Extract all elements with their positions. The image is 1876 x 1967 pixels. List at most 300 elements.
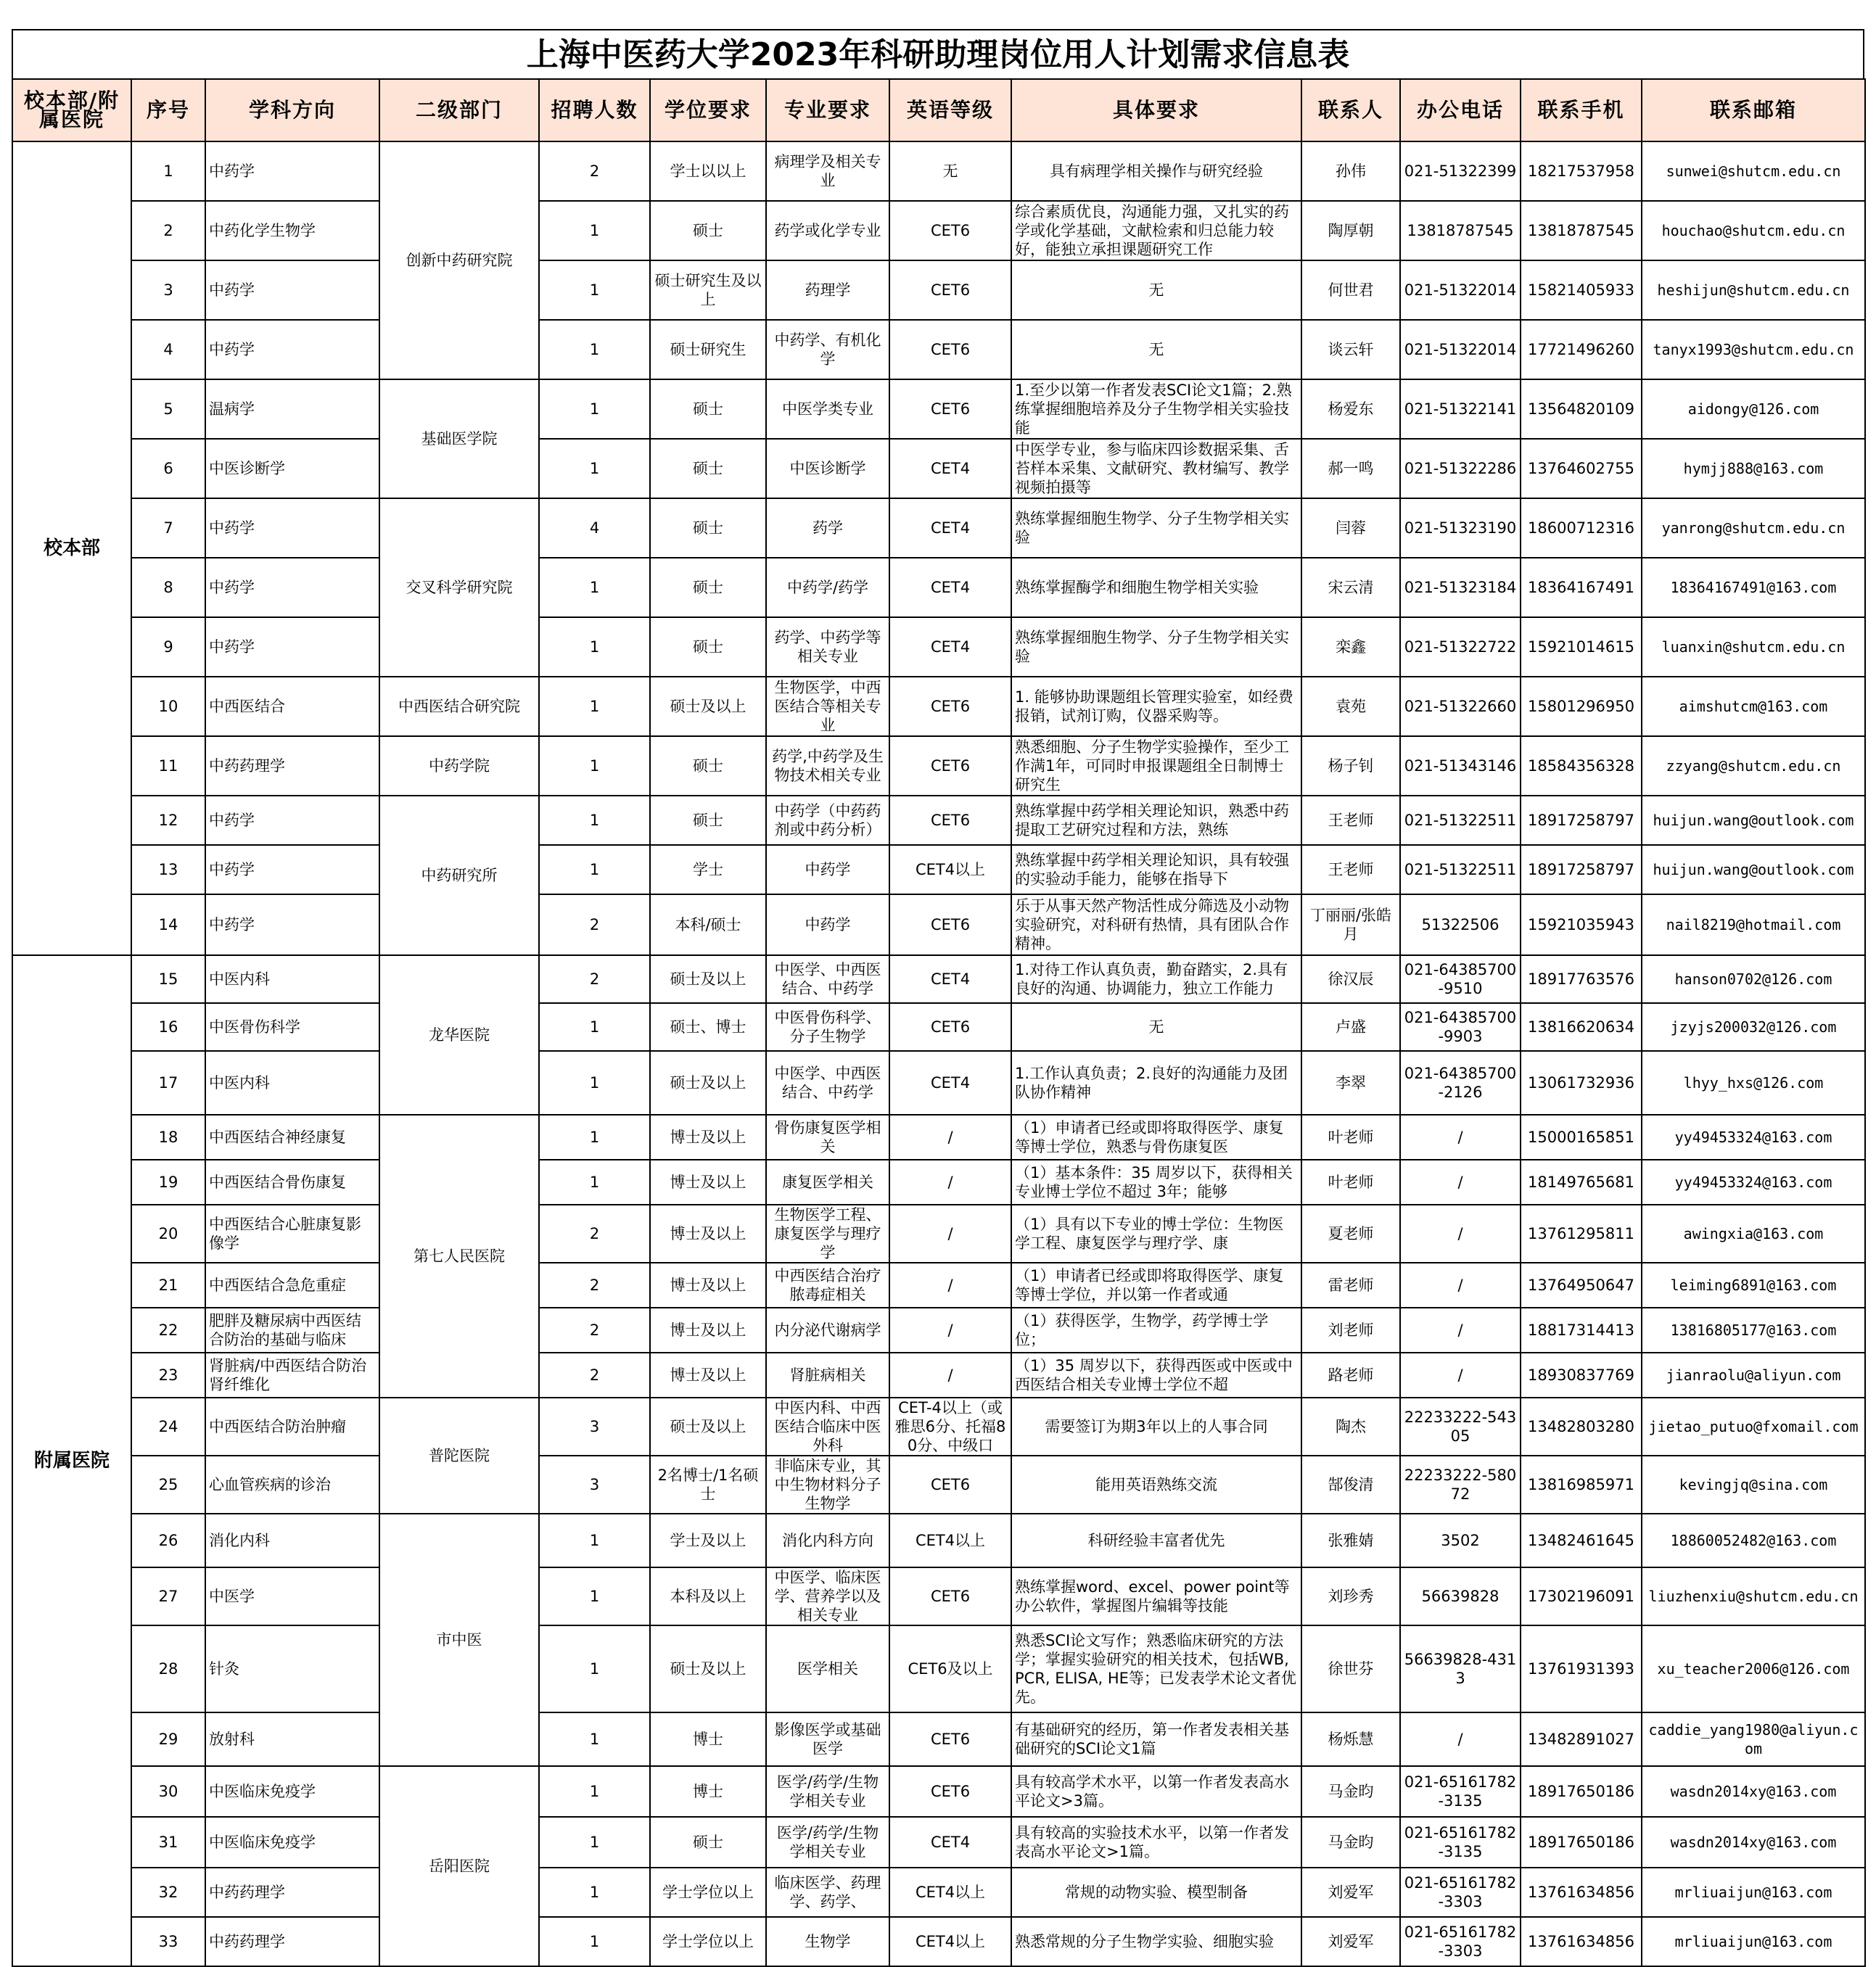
subject-cell: 中药学	[205, 260, 379, 320]
email-cell: mrliuaijun@163.com	[1642, 1917, 1865, 1966]
row-number: 29	[131, 1712, 205, 1766]
mobile-cell: 18917258797	[1521, 845, 1642, 894]
table-row	[12, 617, 1865, 677]
table-row	[12, 1817, 1865, 1868]
major-text: 中药学	[805, 861, 851, 878]
degree-cell: 硕士研究生	[650, 320, 766, 379]
subject-cell: 中医学	[205, 1567, 379, 1625]
email-cell: kevingjq@sina.com	[1642, 1456, 1865, 1514]
headcount-cell: 3	[539, 1456, 650, 1514]
mobile-cell: 13761931393	[1521, 1625, 1642, 1712]
requirement-text: （1）具有以下专业的博士学位：生物医学工程、康复医学与理疗学、康	[1015, 1216, 1284, 1252]
headcount-cell: 1	[539, 1712, 650, 1766]
degree-cell: 博士及以上	[650, 1263, 766, 1308]
table-row	[12, 379, 1865, 439]
contact-cell: 叶老师	[1301, 1115, 1400, 1160]
english-level-cell	[889, 1514, 1011, 1567]
headcount-cell: 1	[539, 1766, 650, 1817]
english-level-text: /	[947, 1129, 953, 1146]
english-level-cell	[889, 1398, 1011, 1456]
subject-cell: 中药学	[205, 845, 379, 894]
table-row	[12, 1115, 1865, 1160]
requirement-text: 乐于从事天然产物活性成分筛选及小动物实验研究，对科研有热情，具有团队合作精神。	[1015, 897, 1289, 952]
requirement-cell	[1011, 379, 1301, 439]
row-number: 12	[131, 796, 205, 845]
subject-cell: 中药学	[205, 796, 379, 845]
degree-cell: 博士及以上	[650, 1205, 766, 1263]
major-text: 内分泌代谢病学	[774, 1321, 881, 1339]
requirement-text: （1）获得医学，生物学，药学博士学位；	[1015, 1312, 1269, 1348]
requirement-text: 具有病理学相关操作与研究经验	[1050, 162, 1263, 180]
degree-cell: 学士以以上	[650, 141, 766, 201]
header-cell: 办公电话	[1400, 79, 1521, 141]
headcount-cell: 1	[539, 201, 650, 260]
mobile-cell: 18817314413	[1521, 1308, 1642, 1353]
email-cell: xu_teacher2006@126.com	[1642, 1625, 1865, 1712]
major-text: 中药学、有机化学	[774, 331, 881, 368]
mobile-cell: 13761634856	[1521, 1917, 1642, 1966]
major-cell	[766, 1115, 889, 1160]
degree-cell: 硕士及以上	[650, 1398, 766, 1456]
degree-cell: 博士及以上	[650, 1308, 766, 1353]
row-number: 26	[131, 1514, 205, 1567]
contact-cell: 袁苑	[1301, 677, 1400, 736]
requirement-cell	[1011, 1817, 1301, 1868]
english-level-text: CET6	[930, 1018, 971, 1036]
contact-cell: 马金昀	[1301, 1817, 1400, 1868]
mobile-cell: 18917650186	[1521, 1766, 1642, 1817]
row-number: 6	[131, 439, 205, 498]
english-level-cell	[889, 1868, 1011, 1917]
requirement-text: 无	[1148, 341, 1164, 358]
major-cell	[766, 1766, 889, 1817]
degree-cell: 硕士及以上	[650, 677, 766, 736]
table-row	[12, 1353, 1865, 1398]
table-row	[12, 1625, 1865, 1712]
requirement-text: 熟练掌握细胞生物学、分子生物学相关实验	[1015, 629, 1289, 665]
mobile-cell: 18917763576	[1521, 955, 1642, 1003]
mobile-cell: 13482891027	[1521, 1712, 1642, 1766]
header-cell: 校本部/附属医院	[12, 79, 131, 141]
email-cell: jianraolu@aliyun.com	[1642, 1353, 1865, 1398]
subject-cell: 中医内科	[205, 955, 379, 1003]
department-cell: 创新中药研究院	[379, 141, 539, 379]
contact-cell: 陶厚朝	[1301, 201, 1400, 260]
english-level-cell	[889, 379, 1011, 439]
email-cell: luanxin@shutcm.edu.cn	[1642, 617, 1865, 677]
requirement-text: 1.至少以第一作者发表SCI论文1篇；2.熟练掌握细胞培养及分子生物学相关实验技能	[1015, 382, 1292, 437]
requirement-cell	[1011, 1263, 1301, 1308]
header-cell: 英语等级	[889, 79, 1011, 141]
email-cell: caddie_yang1980@aliyun.com	[1642, 1712, 1865, 1766]
major-text: 生物学	[805, 1933, 851, 1950]
requirement-cell	[1011, 1625, 1301, 1712]
degree-cell: 学士学位以上	[650, 1917, 766, 1966]
row-number: 13	[131, 845, 205, 894]
requirement-text: 熟悉细胞、分子生物学实验操作，至少工作满1年，可同时申报课题组全日制博士研究生	[1015, 738, 1289, 793]
office-phone-cell: 021-51343146	[1400, 736, 1521, 796]
table-row	[12, 1205, 1865, 1263]
email-cell: sunwei@shutcm.edu.cn	[1642, 141, 1865, 201]
row-number: 1	[131, 141, 205, 201]
major-text: 中医学类专业	[782, 400, 873, 418]
major-cell	[766, 379, 889, 439]
english-level-cell	[889, 617, 1011, 677]
headcount-cell: 1	[539, 1514, 650, 1567]
contact-cell: 徐汉辰	[1301, 955, 1400, 1003]
mobile-cell: 13816620634	[1521, 1003, 1642, 1051]
english-level-text: CET4	[930, 519, 971, 537]
row-number: 9	[131, 617, 205, 677]
table-row	[12, 796, 1865, 845]
mobile-cell: 15000165851	[1521, 1115, 1642, 1160]
contact-cell: 马金昀	[1301, 1766, 1400, 1817]
major-text: 医学相关	[797, 1660, 858, 1678]
mobile-cell: 18364167491	[1521, 558, 1642, 617]
headcount-cell: 1	[539, 1917, 650, 1966]
requirement-cell	[1011, 736, 1301, 796]
english-level-text: /	[947, 1225, 953, 1242]
english-level-cell	[889, 1712, 1011, 1766]
english-level-text: CET4以上	[915, 1933, 986, 1950]
requirement-text: 无	[1148, 1018, 1164, 1036]
subject-cell: 中医内科	[205, 1051, 379, 1115]
major-text: 中西医结合治疗脓毒症相关	[774, 1267, 881, 1303]
english-level-cell	[889, 1917, 1011, 1966]
unit-cell: 附属医院	[12, 955, 131, 1966]
table-row	[12, 1003, 1865, 1051]
requirement-text: 熟悉SCI论文写作；熟悉临床研究的方法学；掌握实验研究的相关技术，包括WB, PCR, ELISA, HE等；已发表学术论文者优先。	[1015, 1632, 1296, 1706]
row-number: 15	[131, 955, 205, 1003]
office-phone-cell: 021-65161782-3303	[1400, 1868, 1521, 1917]
english-level-text: CET6	[930, 1783, 971, 1800]
subject-cell: 针灸	[205, 1625, 379, 1712]
subject-cell: 中西医结合心脏康复影像学	[205, 1205, 379, 1263]
requirement-text: 中医学专业，参与临床四诊数据采集、舌苔样本采集、文献研究、教材编写、教学视频拍摄等	[1015, 441, 1289, 496]
email-cell: 18364167491@163.com	[1642, 558, 1865, 617]
office-phone-cell: 021-51322511	[1400, 796, 1521, 845]
mobile-cell: 15801296950	[1521, 677, 1642, 736]
row-number: 27	[131, 1567, 205, 1625]
major-text: 康复医学相关	[782, 1174, 873, 1191]
requirement-cell	[1011, 617, 1301, 677]
headcount-cell: 2	[539, 894, 650, 955]
headcount-cell: 1	[539, 677, 650, 736]
major-cell	[766, 1456, 889, 1514]
office-phone-cell: 22233222-58072	[1400, 1456, 1521, 1514]
office-phone-cell: 021-65161782-3135	[1400, 1817, 1521, 1868]
row-number: 21	[131, 1263, 205, 1308]
degree-cell: 博士	[650, 1766, 766, 1817]
major-cell	[766, 201, 889, 260]
table-row	[12, 1567, 1865, 1625]
major-text: 中药学/药学	[786, 579, 869, 596]
english-level-text: CET6	[930, 1476, 971, 1493]
contact-cell: 杨爱东	[1301, 379, 1400, 439]
degree-cell: 硕士	[650, 498, 766, 558]
department-cell: 岳阳医院	[379, 1766, 539, 1966]
row-number: 17	[131, 1051, 205, 1115]
headcount-cell: 1	[539, 617, 650, 677]
english-level-cell	[889, 320, 1011, 379]
headcount-cell: 2	[539, 1353, 650, 1398]
requirement-cell	[1011, 1514, 1301, 1567]
degree-cell: 博士及以上	[650, 1353, 766, 1398]
major-text: 医学/药学/生物学相关专业	[776, 1824, 879, 1860]
contact-cell: 刘老师	[1301, 1308, 1400, 1353]
major-cell	[766, 617, 889, 677]
email-cell: aidongy@126.com	[1642, 379, 1865, 439]
english-level-text: CET6及以上	[908, 1660, 993, 1678]
contact-cell: 郝一鸣	[1301, 439, 1400, 498]
office-phone-cell: 021-51322141	[1400, 379, 1521, 439]
email-cell: jietao_putuo@fxomail.com	[1642, 1398, 1865, 1456]
office-phone-cell: 021-64385700-2126	[1400, 1051, 1521, 1115]
major-cell	[766, 498, 889, 558]
requirement-cell	[1011, 1766, 1301, 1817]
mobile-cell: 15921014615	[1521, 617, 1642, 677]
english-level-text: /	[947, 1366, 953, 1384]
table-row	[12, 1398, 1865, 1456]
department-cell: 中药研究所	[379, 796, 539, 955]
major-cell	[766, 320, 889, 379]
requirement-text: 无	[1148, 281, 1164, 299]
mobile-cell: 15921035943	[1521, 894, 1642, 955]
headcount-cell: 3	[539, 1398, 650, 1456]
office-phone-cell: /	[1400, 1115, 1521, 1160]
office-phone-cell: 021-51322286	[1400, 439, 1521, 498]
table-row	[12, 955, 1865, 1003]
contact-cell: 李翠	[1301, 1051, 1400, 1115]
header-cell: 二级部门	[379, 79, 539, 141]
email-cell: awingxia@163.com	[1642, 1205, 1865, 1263]
requirement-text: 熟练掌握word、excel、power point等办公软件，掌握图片编辑等技能	[1015, 1578, 1290, 1615]
english-level-cell	[889, 1353, 1011, 1398]
contact-cell: 孙伟	[1301, 141, 1400, 201]
major-cell	[766, 1712, 889, 1766]
english-level-cell	[889, 1817, 1011, 1868]
degree-cell: 硕士、博士	[650, 1003, 766, 1051]
major-cell	[766, 1051, 889, 1115]
requirement-cell	[1011, 1917, 1301, 1966]
english-level-text: CET6	[930, 341, 971, 358]
requirement-cell	[1011, 1567, 1301, 1625]
table-row	[12, 894, 1865, 955]
english-level-cell	[889, 1263, 1011, 1308]
english-level-cell	[889, 1456, 1011, 1514]
english-level-cell	[889, 1051, 1011, 1115]
headcount-cell: 2	[539, 1205, 650, 1263]
header-cell: 具体要求	[1011, 79, 1301, 141]
major-text: 中药学（中药药剂或中药分析）	[774, 802, 881, 838]
major-text: 生物医学，中西医结合等相关专业	[774, 679, 881, 734]
subject-cell: 心血管疾病的诊治	[205, 1456, 379, 1514]
office-phone-cell: 021-51322014	[1400, 260, 1521, 320]
english-level-cell	[889, 260, 1011, 320]
contact-cell: 王老师	[1301, 796, 1400, 845]
english-level-text: /	[947, 1277, 953, 1294]
mobile-cell: 13764950647	[1521, 1263, 1642, 1308]
degree-cell: 硕士	[650, 379, 766, 439]
email-cell: jzyjs200032@126.com	[1642, 1003, 1865, 1051]
requirement-cell	[1011, 1003, 1301, 1051]
english-level-cell	[889, 796, 1011, 845]
email-cell: liuzhenxiu@shutcm.edu.cn	[1642, 1567, 1865, 1625]
requirement-cell	[1011, 677, 1301, 736]
subject-cell: 中药学	[205, 498, 379, 558]
major-text: 药理学	[805, 281, 851, 299]
contact-cell: 徐世芬	[1301, 1625, 1400, 1712]
headcount-cell: 1	[539, 1567, 650, 1625]
office-phone-cell: /	[1400, 1205, 1521, 1263]
recruitment-table	[12, 78, 1866, 1967]
row-number: 30	[131, 1766, 205, 1817]
email-cell: hanson0702@126.com	[1642, 955, 1865, 1003]
office-phone-cell: 021-51323184	[1400, 558, 1521, 617]
english-level-cell	[889, 141, 1011, 201]
department-cell: 中药学院	[379, 736, 539, 796]
requirement-text: 熟练掌握酶学和细胞生物学相关实验	[1015, 579, 1259, 596]
degree-cell: 硕士	[650, 736, 766, 796]
contact-cell: 郜俊清	[1301, 1456, 1400, 1514]
contact-cell: 路老师	[1301, 1353, 1400, 1398]
requirement-cell	[1011, 1205, 1301, 1263]
mobile-cell: 18917650186	[1521, 1817, 1642, 1868]
major-text: 药学	[812, 519, 843, 537]
mobile-cell: 13061732936	[1521, 1051, 1642, 1115]
requirement-text: 综合素质优良，沟通能力强，又扎实的药学或化学基础，文献检索和归总能力较好，能独立承担课题研究工作	[1015, 203, 1289, 258]
requirement-cell	[1011, 1353, 1301, 1398]
english-level-text: CET6	[930, 222, 971, 239]
headcount-cell: 1	[539, 260, 650, 320]
english-level-text: CET4	[930, 638, 971, 656]
subject-cell: 温病学	[205, 379, 379, 439]
major-cell	[766, 894, 889, 955]
subject-cell: 肾脏病/中西医结合防治肾纤维化	[205, 1353, 379, 1398]
sheet-title: 上海中医药大学2023年科研助理岗位用人计划需求信息表	[12, 29, 1864, 78]
requirement-cell	[1011, 260, 1301, 320]
major-cell	[766, 677, 889, 736]
contact-cell: 何世君	[1301, 260, 1400, 320]
office-phone-cell: /	[1400, 1353, 1521, 1398]
row-number: 20	[131, 1205, 205, 1263]
header-row	[12, 79, 1865, 141]
english-level-cell	[889, 1625, 1011, 1712]
major-cell	[766, 955, 889, 1003]
contact-cell: 谈云轩	[1301, 320, 1400, 379]
english-level-text: /	[947, 1321, 953, 1339]
requirement-cell	[1011, 1456, 1301, 1514]
subject-cell: 中西医结合防治肿瘤	[205, 1398, 379, 1456]
mobile-cell: 13816985971	[1521, 1456, 1642, 1514]
english-level-text: CET4以上	[915, 1884, 986, 1901]
degree-cell: 本科及以上	[650, 1567, 766, 1625]
requirement-cell	[1011, 1160, 1301, 1205]
requirement-cell	[1011, 320, 1301, 379]
english-level-text: CET6	[930, 812, 971, 829]
headcount-cell: 2	[539, 1308, 650, 1353]
headcount-cell: 1	[539, 558, 650, 617]
subject-cell: 中药学	[205, 617, 379, 677]
english-level-text: CET4	[930, 1834, 971, 1851]
table-row	[12, 1514, 1865, 1567]
table-row	[12, 677, 1865, 736]
contact-cell: 张雅婧	[1301, 1514, 1400, 1567]
requirement-text: 熟悉常规的分子生物学实验、细胞实验	[1015, 1933, 1274, 1950]
headcount-cell: 1	[539, 1115, 650, 1160]
requirement-cell	[1011, 1712, 1301, 1766]
mobile-cell: 13761295811	[1521, 1205, 1642, 1263]
department-cell: 市中医	[379, 1514, 539, 1766]
major-cell	[766, 1308, 889, 1353]
contact-cell: 卢盛	[1301, 1003, 1400, 1051]
headcount-cell: 1	[539, 845, 650, 894]
spreadsheet	[12, 29, 1864, 1967]
office-phone-cell: 13818787545	[1400, 201, 1521, 260]
degree-cell: 硕士及以上	[650, 955, 766, 1003]
english-level-cell	[889, 1766, 1011, 1817]
subject-cell: 中医临床免疫学	[205, 1766, 379, 1817]
english-level-cell	[889, 498, 1011, 558]
row-number: 33	[131, 1917, 205, 1966]
major-cell	[766, 1263, 889, 1308]
mobile-cell: 18584356328	[1521, 736, 1642, 796]
major-text: 非临床专业，其中生物材料分子生物学	[774, 1457, 881, 1512]
english-level-cell	[889, 894, 1011, 955]
english-level-text: CET6	[930, 916, 971, 933]
subject-cell: 中药学	[205, 320, 379, 379]
major-cell	[766, 1817, 889, 1868]
headcount-cell: 1	[539, 1003, 650, 1051]
office-phone-cell: 3502	[1400, 1514, 1521, 1567]
department-cell: 龙华医院	[379, 955, 539, 1115]
major-cell	[766, 1398, 889, 1456]
subject-cell: 肥胖及糖尿病中西医结合防治的基础与临床	[205, 1308, 379, 1353]
requirement-text: 需要签订为期3年以上的人事合同	[1045, 1418, 1268, 1435]
requirement-text: 1.对待工作认真负责，勤奋踏实，2.具有良好的沟通、协调能力，独立工作能力	[1015, 961, 1288, 997]
degree-cell: 硕士	[650, 439, 766, 498]
requirement-text: 能用英语熟练交流	[1095, 1476, 1217, 1493]
office-phone-cell: 021-51322014	[1400, 320, 1521, 379]
header-cell: 联系手机	[1521, 79, 1642, 141]
headcount-cell: 2	[539, 141, 650, 201]
requirement-text: 常规的动物实验、模型制备	[1065, 1884, 1248, 1901]
office-phone-cell: 021-51322399	[1400, 141, 1521, 201]
headcount-cell: 1	[539, 320, 650, 379]
row-number: 14	[131, 894, 205, 955]
row-number: 18	[131, 1115, 205, 1160]
table-row	[12, 1868, 1865, 1917]
email-cell: heshijun@shutcm.edu.cn	[1642, 260, 1865, 320]
email-cell: houchao@shutcm.edu.cn	[1642, 201, 1865, 260]
english-level-cell	[889, 845, 1011, 894]
requirement-cell	[1011, 201, 1301, 260]
degree-cell: 硕士	[650, 201, 766, 260]
table-row	[12, 201, 1865, 260]
email-cell: hymjj888@163.com	[1642, 439, 1865, 498]
degree-cell: 2名博士/1名硕士	[650, 1456, 766, 1514]
table-row	[12, 260, 1865, 320]
major-cell	[766, 260, 889, 320]
english-level-cell	[889, 736, 1011, 796]
headcount-cell: 1	[539, 439, 650, 498]
contact-cell: 叶老师	[1301, 1160, 1400, 1205]
requirement-cell	[1011, 141, 1301, 201]
table-row	[12, 1160, 1865, 1205]
degree-cell: 学士	[650, 845, 766, 894]
english-level-text: CET4	[930, 460, 971, 477]
major-cell	[766, 1353, 889, 1398]
